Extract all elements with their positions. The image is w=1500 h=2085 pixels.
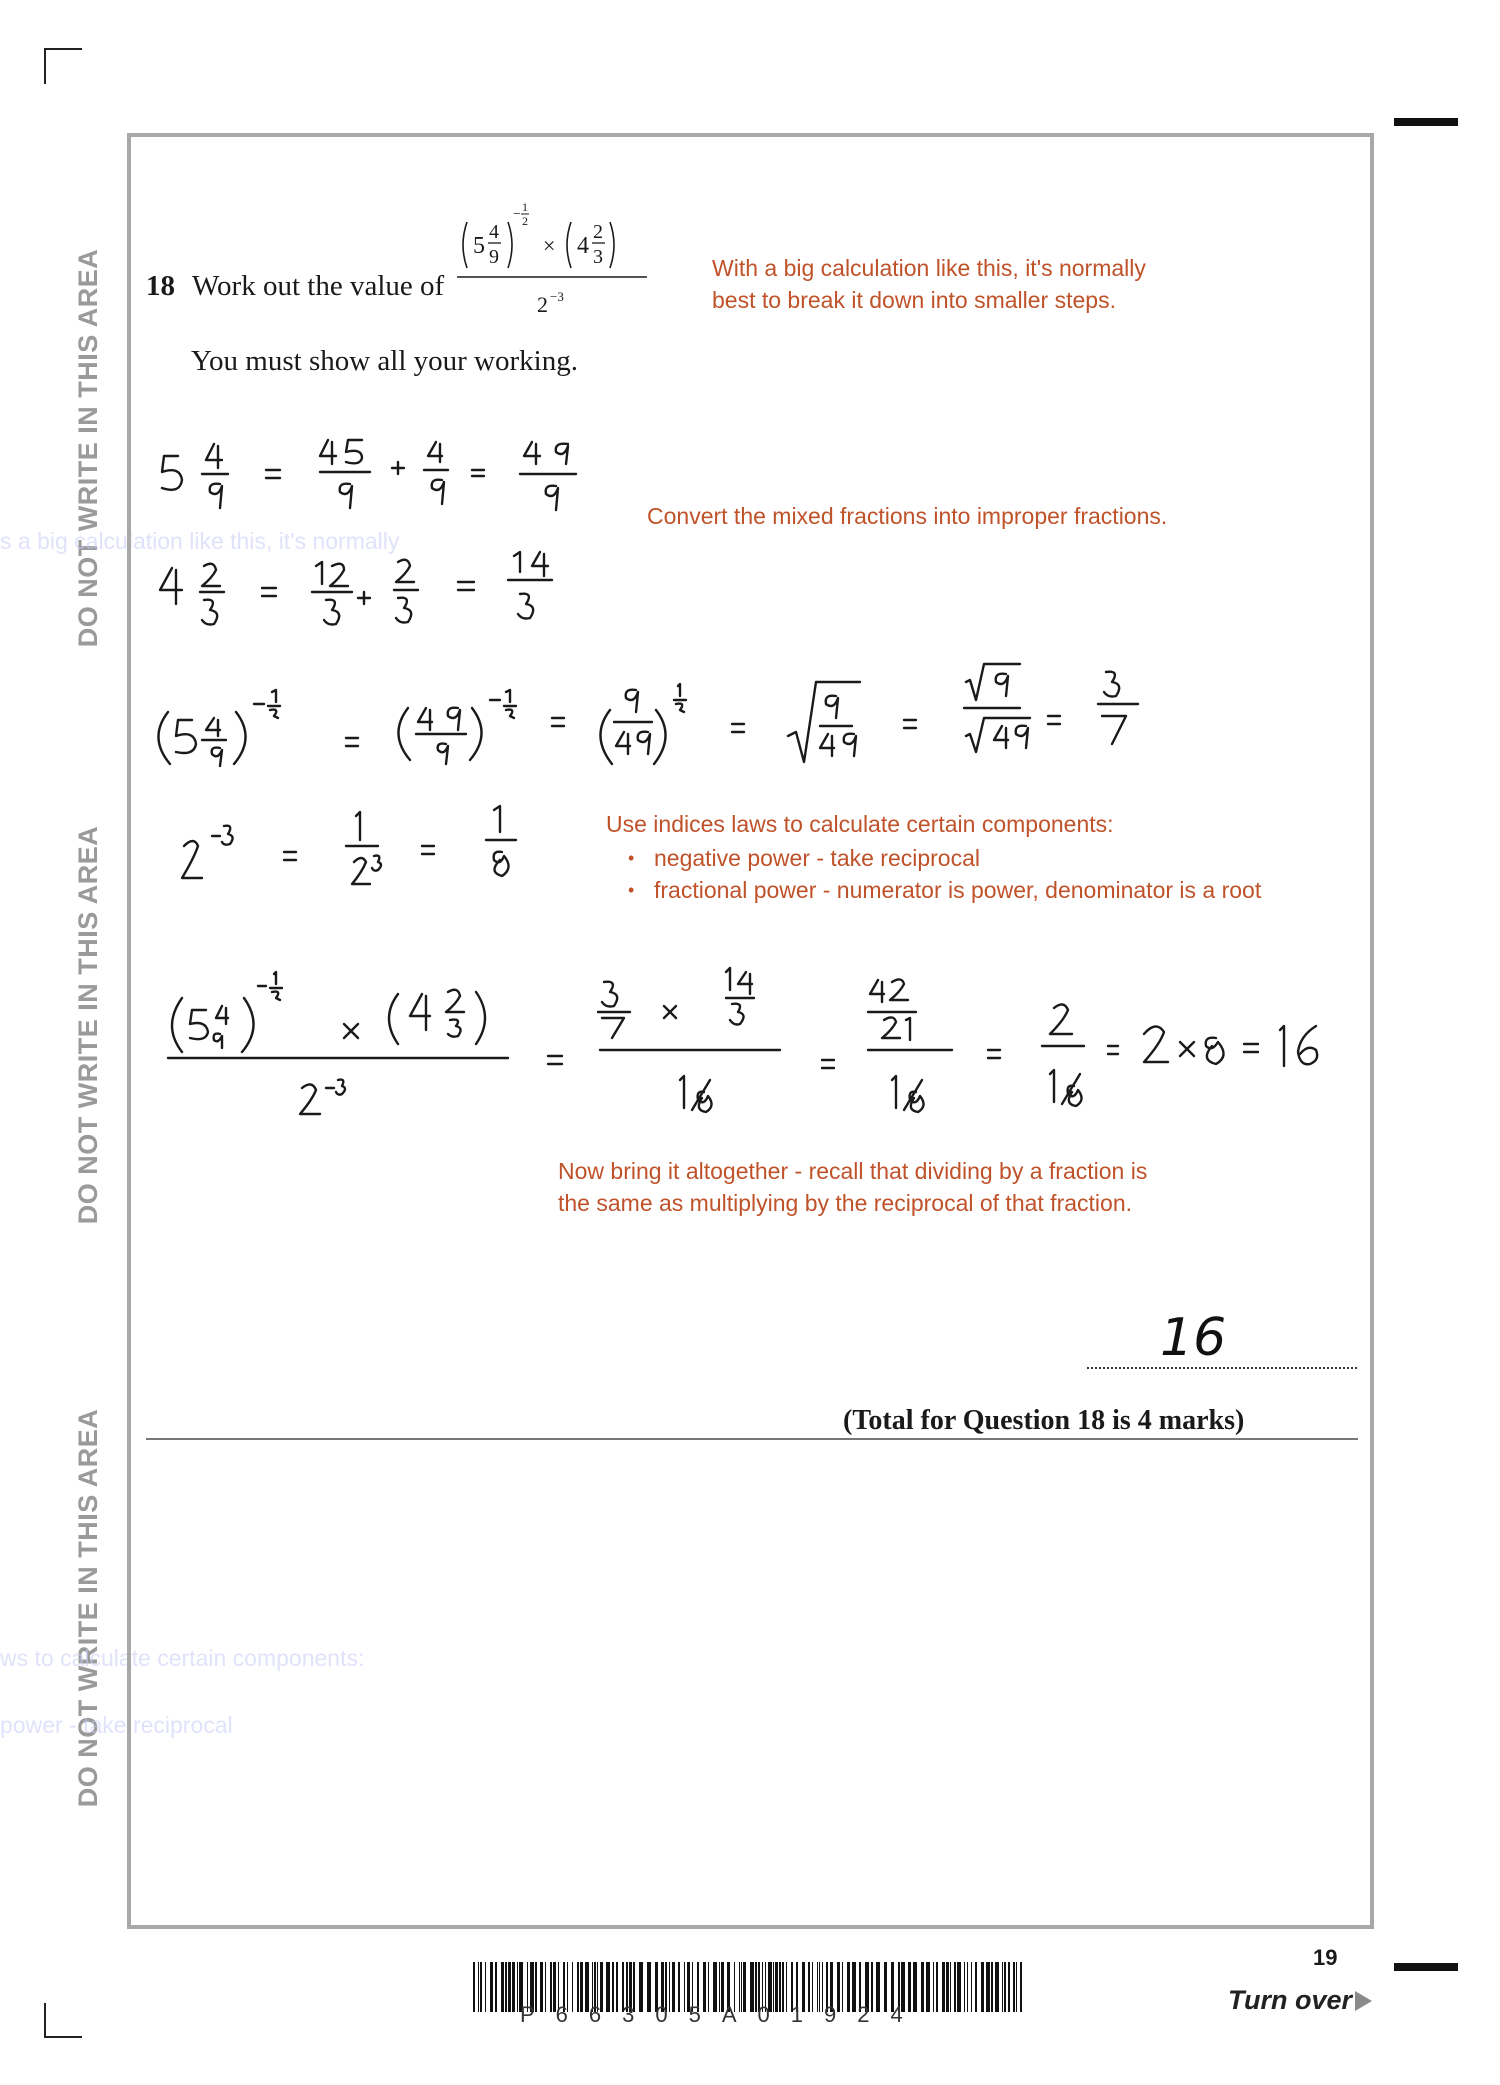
- mixed-num-2: 2: [593, 221, 603, 243]
- exponent-num: 1: [522, 200, 528, 214]
- ghost-text: s a big calculation like this, it's normally: [0, 528, 400, 554]
- working-line-5: [168, 968, 1317, 1114]
- question-total-marks: (Total for Question 18 is 4 marks): [843, 1405, 1245, 1436]
- divider-rule: [146, 1438, 1358, 1440]
- mixed-whole-1: 5: [473, 233, 485, 259]
- times-sign: ×: [543, 233, 556, 258]
- working-line-1: [162, 440, 576, 510]
- answer-line[interactable]: [1087, 1367, 1357, 1369]
- exponent-den: 2: [522, 214, 528, 228]
- crop-mark-bottom-left-h: [44, 2036, 82, 2038]
- mixed-whole-2: 4: [577, 233, 589, 259]
- note-bring-together: [558, 1155, 1147, 1219]
- barcode-text: P66305A01924: [520, 2002, 924, 2027]
- turn-over-label: Turn over: [1228, 1985, 1353, 2015]
- note-break-down: [712, 252, 1146, 316]
- page-number: 19: [1313, 1945, 1338, 1970]
- answer-value: 16: [1160, 1308, 1227, 1368]
- note-mixed-fractions: Convert the mixed fractions into improper fractions.: [647, 503, 1168, 529]
- note-line: Now bring it altogether - recall that dividing by a fraction is: [558, 1158, 1148, 1184]
- denominator-base: 2: [537, 292, 548, 317]
- exponent-sign: −: [513, 207, 521, 222]
- note-item: • fractional power - numerator is power, denominator is a root: [606, 874, 1261, 906]
- question-number: 18: [146, 270, 175, 302]
- crop-mark-bottom-left-v: [44, 2003, 46, 2038]
- note-line: best to break it down into smaller steps.: [712, 287, 1116, 313]
- mixed-den-2: 3: [593, 246, 603, 268]
- arrow-right-icon: [1355, 1991, 1372, 2011]
- ghost-text: power - take reciprocal: [0, 1712, 233, 1738]
- mixed-num-1: 4: [489, 221, 499, 243]
- question-prompt: Work out the value of: [192, 270, 445, 302]
- note-line: With a big calculation like this, it's normally: [712, 255, 1146, 281]
- side-label-2: DO NOT WRITE IN THIS AREA: [73, 825, 103, 1225]
- note-line: the same as multiplying by the reciprocal of that fraction.: [558, 1190, 1133, 1216]
- question-instruction: You must show all your working.: [191, 345, 578, 377]
- crop-mark-top-left-h: [44, 48, 82, 50]
- note-title: Use indices laws to calculate certain components:: [606, 811, 1114, 837]
- note-item: • negative power - take reciprocal: [606, 842, 1261, 874]
- handwritten-working: [140, 420, 1340, 1120]
- side-label-3: DO NOT WRITE IN THIS AREA: [73, 1408, 103, 1808]
- working-line-4: [182, 806, 516, 884]
- mixed-den-1: 9: [489, 246, 499, 268]
- side-label-1: DO NOT WRITE IN THIS AREA: [73, 248, 103, 648]
- crop-mark-top-left-v: [44, 48, 46, 84]
- edge-tick-top: [1394, 118, 1458, 126]
- working-line-3: [158, 664, 1138, 766]
- ghost-text: ws to calculate certain components:: [0, 1645, 365, 1671]
- edge-tick-bottom: [1394, 1963, 1458, 1971]
- working-line-2: [160, 552, 552, 625]
- denominator-exp: −3: [550, 289, 564, 304]
- question-expression: [455, 200, 655, 330]
